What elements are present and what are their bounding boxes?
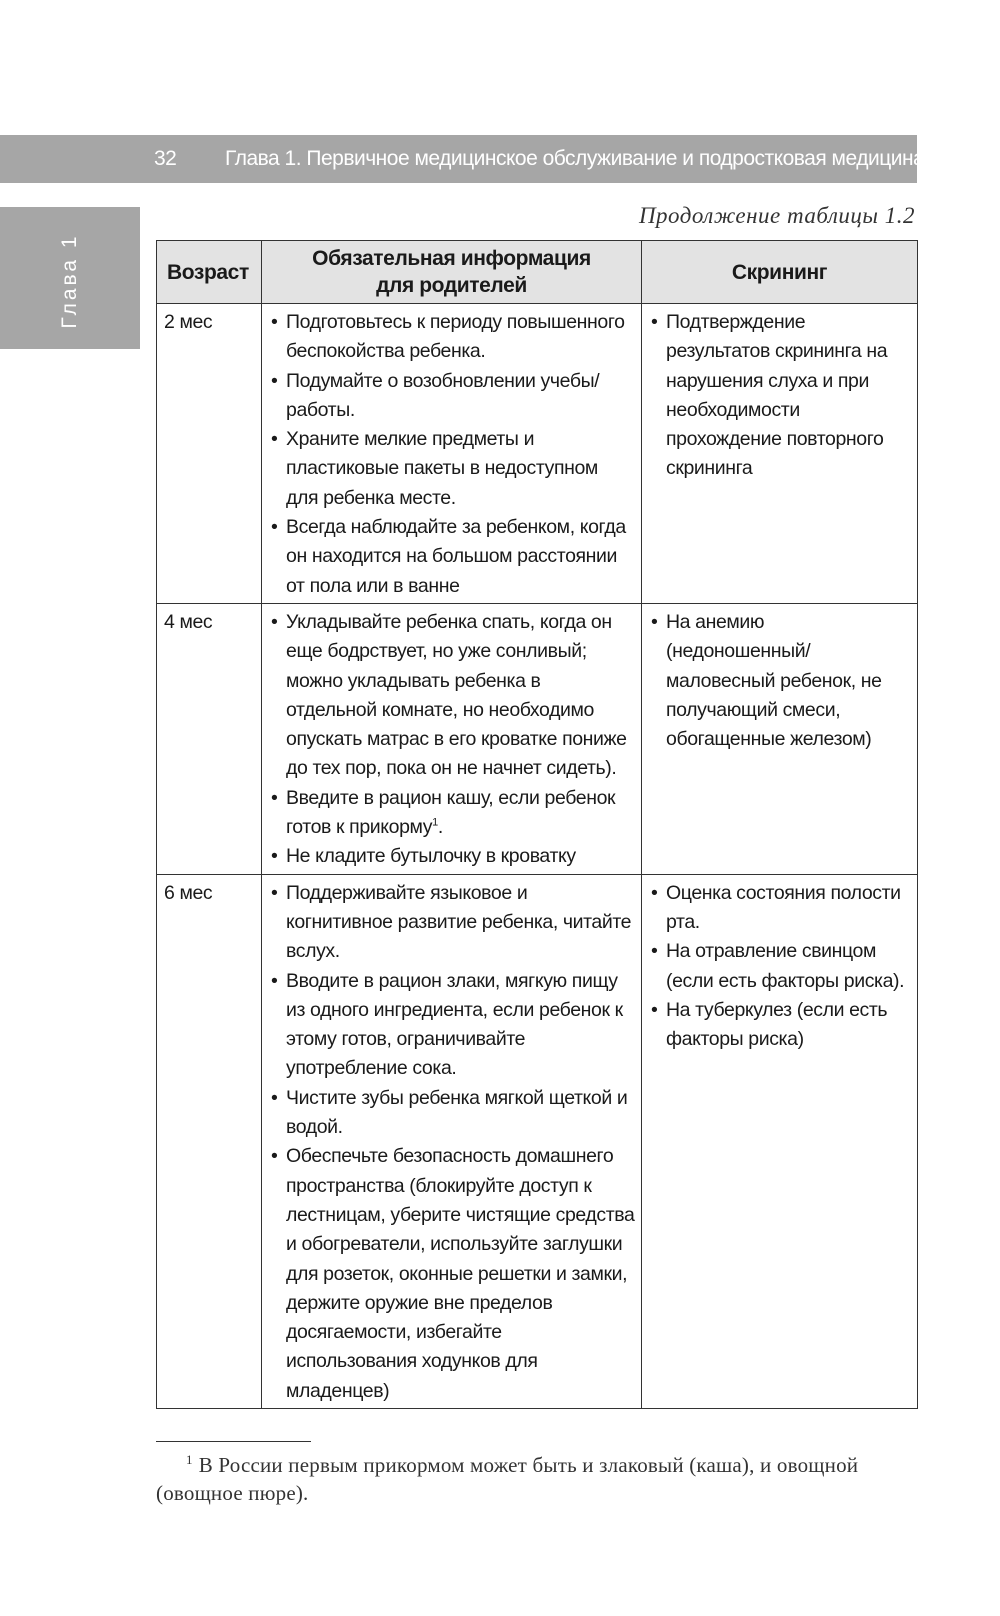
header-screening: Скрининг (642, 241, 918, 304)
chapter-tab-label: Глава 1 (58, 233, 81, 329)
age-cell: 4 мес (157, 603, 262, 874)
info-cell (262, 874, 642, 1408)
info-item: • Всегда наблюдайте за ребенком, когда он находится на большом расстоянии от пола или в ванне (270, 513, 635, 601)
screening-item: • На отравление свинцом (если есть факторы риска). (650, 937, 911, 996)
table-row (157, 304, 918, 604)
table-row (157, 603, 918, 874)
info-item (270, 784, 635, 843)
footnote-text: В России первым прикормом может быть и злаковый (каша), и овощной (овощное пюре). (156, 1453, 859, 1505)
table-header-row (157, 241, 918, 304)
footnote-divider (156, 1441, 311, 1442)
footnote (156, 1451, 917, 1507)
info-item: • Обеспечьте безопасность домашнего пространства (блокируйте доступ к лестницам, уберите чистящие средства и обогреватели, используйте заглушки для розеток, оконные решетки и замки, держите оружие вне пределов досягаемости, избегайте использования ходунков для младенцев) (270, 1142, 635, 1406)
info-item: • Подумайте о возобновлении учебы/ работы. (270, 367, 635, 426)
table-row (157, 874, 918, 1408)
screening-item: • Оценка состояния полости рта. (650, 879, 911, 938)
chapter-side-tab (0, 207, 140, 349)
info-item: • Подготовьтесь к периоду повышенного беспокойства ребенка. (270, 308, 635, 367)
info-item: • Вводите в рацион злаки, мягкую пищу из одного ингредиента, если ребенок к этому готов, ограничивайте употребление сока. (270, 967, 635, 1084)
age-cell: 6 мес (157, 874, 262, 1408)
page-number: 32 (154, 147, 177, 170)
header-info-line1: Обязательная информация (312, 247, 591, 270)
running-header (0, 135, 925, 183)
screening-cell (642, 874, 918, 1408)
info-item-end: . (437, 816, 443, 839)
info-item-text: Введите в рацион кашу, если ребенок готов к прикорму (286, 786, 616, 839)
info-cell (262, 304, 642, 604)
table-caption: Продолжение таблицы 1.2 (638, 203, 915, 228)
screening-item: • Подтверждение результатов скрининга на нарушения слуха и при необходимости прохождение повторного скрининга (650, 308, 911, 484)
info-item: • Укладывайте ребенка спать, когда он еще бодрствует, но уже сонливый; можно укладывать ребенка в отдельной комнате, но необходимо опускать матрас в его кроватке пониже до тех пор, пока он не начнет сидеть). (270, 608, 635, 784)
screening-cell (642, 304, 918, 604)
info-cell (262, 603, 642, 874)
info-item: • Не кладите бутылочку в кроватку (270, 842, 635, 871)
header-info-line2: для родителей (376, 274, 527, 297)
running-title: Глава 1. Первичное медицинское обслуживание и подростковая медицина (225, 147, 925, 170)
footnote-mark: 1 (186, 1452, 193, 1467)
age-cell: 2 мес (157, 304, 262, 604)
header-info (262, 241, 642, 304)
info-item: • Чистите зубы ребенка мягкой щеткой и водой. (270, 1084, 635, 1143)
header-age: Возраст (157, 241, 262, 304)
footnote-ref: 1 (432, 816, 438, 829)
info-item: • Поддерживайте языковое и когнитивное развитие ребенка, читайте вслух. (270, 879, 635, 967)
info-item: • Храните мелкие предметы и пластиковые пакеты в недоступном для ребенка месте. (270, 425, 635, 513)
screening-item: • На анемию (недоношенный/ маловесный ребенок, не получающий смеси, обогащенные железом) (650, 608, 911, 754)
info-table (156, 240, 918, 1409)
screening-item: • На туберкулез (если есть факторы риска) (650, 996, 911, 1055)
screening-cell (642, 603, 918, 874)
